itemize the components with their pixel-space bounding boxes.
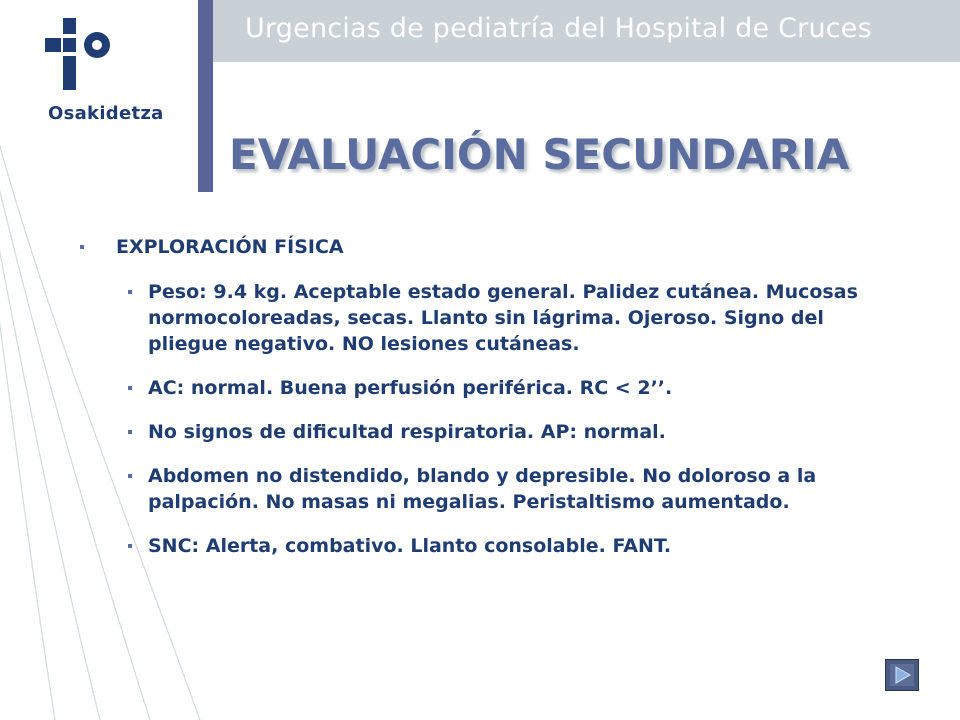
list-item-text: Peso: 9.4 kg. Aceptable estado general. Palidez cutánea. Mucosas normocoloreadas, secas. Llanto sin lágrima. Ojeroso. Signo del pliegue negativo. NO lesiones cutáneas.: [148, 281, 858, 355]
osakidetza-logo-icon: [45, 18, 115, 90]
square-bullet-icon: [128, 430, 132, 434]
section-heading-text: EXPLORACIÓN FÍSICA: [116, 236, 344, 258]
slide-title: EVALUACIÓN SECUNDARIA: [229, 130, 850, 179]
list-item-text: Abdomen no distendido, blando y depresible. No doloroso a la palpación. No masas ni megalias. Peristaltismo aumentado.: [148, 465, 817, 513]
vertical-accent-bar: [198, 0, 213, 192]
square-bullet-icon: [128, 474, 132, 478]
content: [80, 233, 880, 577]
list-item-text: SNC: Alerta, combativo. Llanto consolable. FANT.: [148, 535, 672, 557]
square-bullet-icon: [80, 245, 84, 249]
list-item: [124, 279, 878, 357]
header-title: Urgencias de pediatría del Hospital de Cruces: [245, 13, 872, 44]
square-bullet-icon: [128, 544, 132, 548]
square-bullet-icon: [128, 386, 132, 390]
list-item: [124, 463, 878, 515]
play-arrow-icon: [890, 664, 914, 686]
next-slide-button[interactable]: [885, 659, 919, 691]
list-item-text: No signos de dificultad respiratoria. AP: normal.: [148, 421, 666, 443]
list-item: [124, 375, 878, 401]
section-heading: [80, 233, 880, 261]
square-bullet-icon: [128, 290, 132, 294]
list-item: [124, 419, 878, 445]
list-item-text: AC: normal. Buena perfusión periférica. RC < 2’’.: [148, 377, 673, 399]
list-item: [124, 533, 878, 559]
logo-name: Osakidetza: [48, 103, 164, 124]
exam-list: [124, 279, 880, 559]
